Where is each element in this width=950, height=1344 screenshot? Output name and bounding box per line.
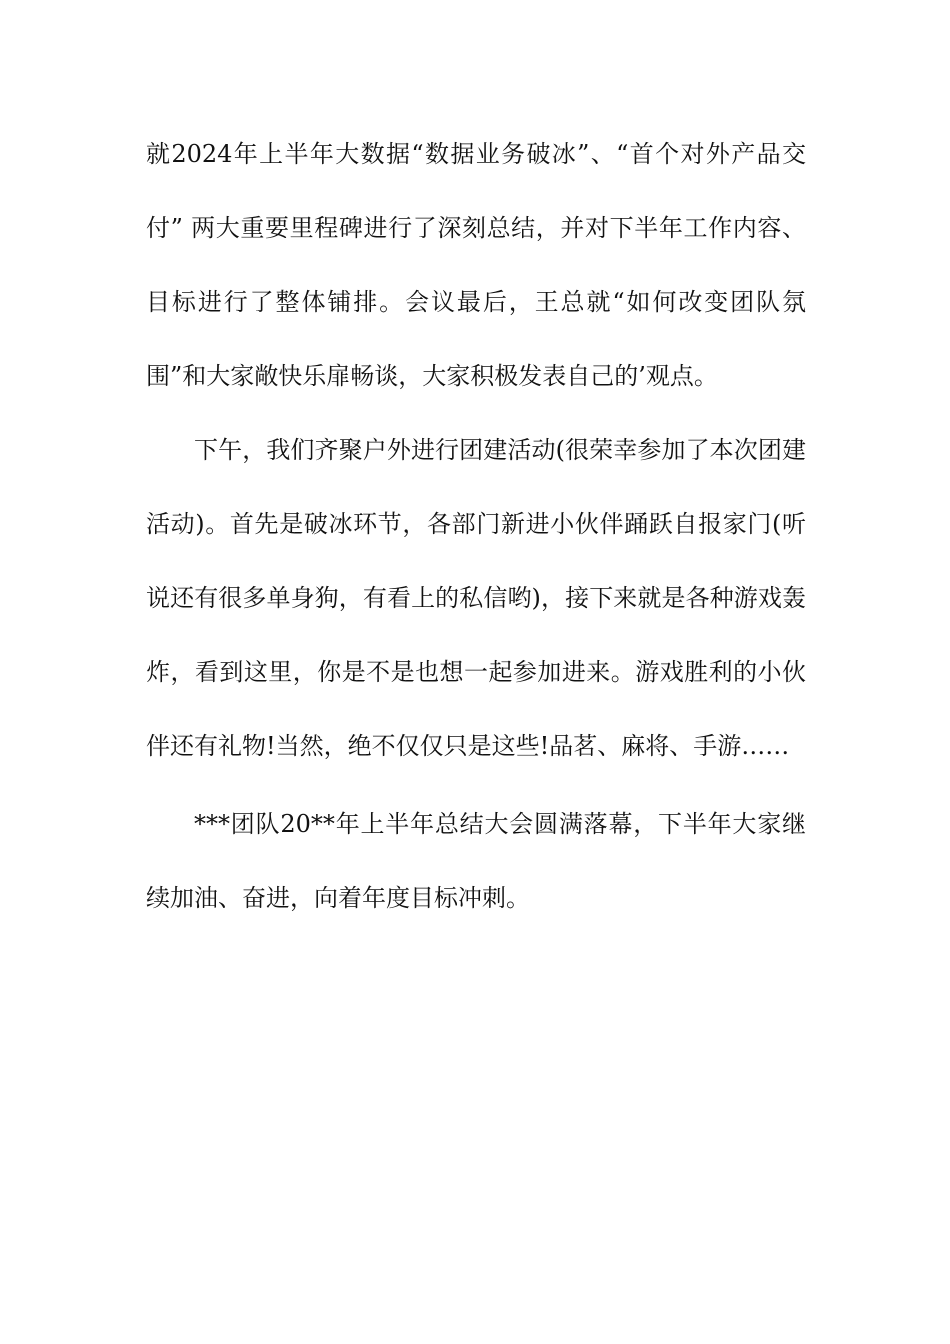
paragraph-3-line-2: 续加油、奋进，向着年度目标冲刺。 xyxy=(146,884,530,912)
paragraph-2-line-3: 说还有很多单身狗，有看上的私信哟)，接下来就是各种游戏轰 xyxy=(146,584,806,612)
paragraph-1-line-4: 围”和大家敞快乐扉畅谈，大家积极发表自己的’观点。 xyxy=(146,362,718,390)
paragraph-1-line-2: 付” 两大重要里程碑进行了深刻总结，并对下半年工作内容、 xyxy=(146,214,806,242)
paragraph-3-line-1: ***团队20**年上半年总结大会圆满落幕，下半年大家继 xyxy=(194,810,806,838)
paragraph-2-line-5: 伴还有礼物!当然，绝不仅仅只是这些!品茗、麻将、手游…… xyxy=(146,732,790,760)
paragraph-2-line-1: 下午，我们齐聚户外进行团建活动(很荣幸参加了本次团建 xyxy=(194,436,806,464)
paragraph-1-line-1: 就2024年上半年大数据“数据业务破冰”、“首个对外产品交 xyxy=(146,140,806,168)
paragraph-1-line-3: 目标进行了整体铺排。会议最后，王总就“如何改变团队氛 xyxy=(146,288,806,316)
paragraph-2-line-2: 活动)。首先是破冰环节，各部门新进小伙伴踊跃自报家门(听 xyxy=(146,510,806,538)
paragraph-2-line-4: 炸，看到这里，你是不是也想一起参加进来。游戏胜利的小伙 xyxy=(146,658,806,686)
